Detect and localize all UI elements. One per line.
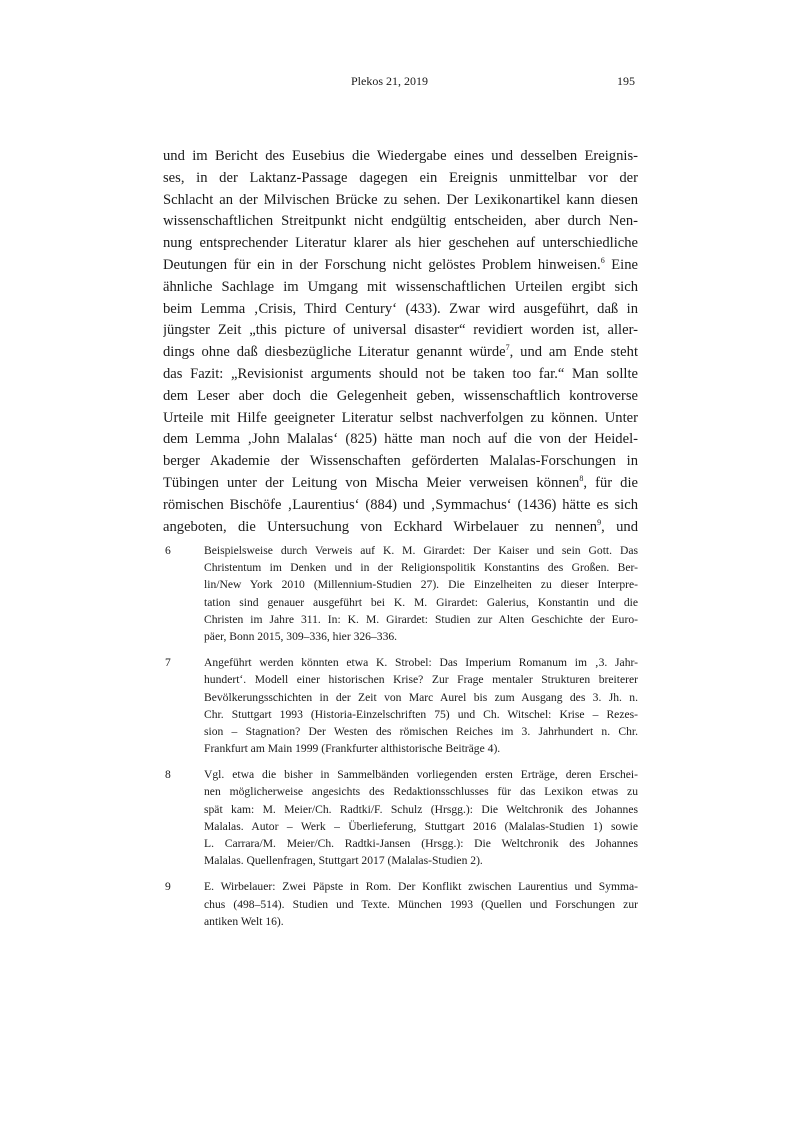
footnote-line: Christen im Jahre 311. In: K. M. Girardet: Studien zur Alten Geschichte der Euro- [204, 612, 638, 626]
text-line [163, 364, 638, 386]
footnote-line: Frankfurt am Main 1999 (Frankfurter althistorische Beiträge 4). [204, 742, 501, 756]
footnote-line: Christentum im Denken und in der Religionspolitik Konstantins des Großen. Ber- [204, 561, 638, 575]
footnote-line: tation sind genauer ausgeführt bei K. M. Girardet: Galerius, Konstantin und die [204, 595, 638, 609]
text-line [163, 299, 638, 321]
footnote-line: Angeführt werden könnten etwa K. Strobel: Das Imperium Romanum im ‚3. Jahr- [204, 656, 638, 670]
text-line [163, 190, 638, 212]
text-segment: jüngster Zeit „this picture of universal disaster“ revidiert worden ist, aller- [163, 322, 638, 339]
footnote-marker[interactable]: 7 [505, 343, 510, 353]
text-line [163, 495, 638, 517]
footnote-line: Vgl. etwa die bisher in Sammelbänden vorliegenden ersten Erträge, deren Erschei- [204, 768, 638, 782]
footnote-line: Chr. Stuttgart 1993 (Historia-Einzelschriften 75) und Ch. Witschel: Krise – Rezes- [204, 707, 638, 721]
footnote-line: Malalas. Quellenfragen, Stuttgart 2017 (Malalas-Studien 2). [204, 854, 483, 868]
footnote-number: 8 [165, 768, 171, 782]
page-number: 195 [617, 74, 635, 88]
footnote [165, 878, 638, 930]
text-segment: , für die [583, 474, 638, 491]
text-segment: Schlacht an der Milvischen Brücke zu sehen. Der Lexikonartikel kann diesen [163, 191, 638, 208]
footnote-line: chus (498–514). Studien und Texte. München 1993 (Quellen und Forschungen zur [204, 897, 638, 911]
text-line [163, 320, 638, 342]
text-line [163, 429, 638, 451]
footnote [165, 654, 638, 757]
text-line [163, 386, 638, 408]
text-line [163, 342, 638, 364]
page-header [0, 74, 799, 94]
footnote-number: 7 [165, 656, 171, 670]
footnote-line: hundert‘. Modell einer historischen Krise? Zur Frage mentaler Strukturen breiterer [204, 673, 638, 687]
main-text [163, 146, 638, 538]
footnote-line: antiken Welt 16). [204, 914, 284, 928]
footnote-marker[interactable]: 9 [597, 517, 602, 527]
text-segment: Urteile mit Hilfe geeigneter Literatur selbst nachverfolgen zu können. Unter [163, 409, 638, 426]
text-line [163, 473, 638, 495]
footnote-line: L. Carrara/M. Meier/Ch. Radtki-Jansen (Hrsgg.): Die Weltchronik des Johannes [204, 837, 638, 850]
text-segment: beim Lemma ‚Crisis, Third Century‘ (433). Zwar wird ausgeführt, daß in [163, 300, 638, 317]
footnote-line: päer, Bonn 2015, 309–336, hier 326–336. [204, 629, 398, 643]
text-line [163, 277, 638, 299]
footnote-line: Malalas. Autor – Werk – Überlieferung, Stuttgart 2016 (Malalas-Studien 1) sowie [204, 819, 638, 833]
footnote-line: lin/New York 2010 (Millennium-Studien 27). Die Einzelheiten zu dieser Interpre- [204, 578, 638, 592]
footnote-line: Bevölkerungsschichten in der Zeit von Marc Aurel bis zum Ausgang des 3. Jh. n. [204, 690, 638, 704]
text-line [163, 408, 638, 430]
text-segment: Eine [604, 256, 638, 273]
text-segment: Deutungen für ein in der Forschung nicht gelöstes Problem hinweisen. [163, 256, 601, 273]
text-segment: ses, in der Laktanz-Passage dagegen ein Ereignis unmittelbar vor der [163, 169, 638, 186]
text-segment: berger Akademie der Wissenschaften geförderten Malalas-Forschungen in [163, 453, 638, 470]
footnote-number: 6 [165, 544, 171, 557]
text-segment: , und [601, 518, 638, 535]
text-segment: Tübingen unter der Leitung von Mischa Meier verweisen können [163, 474, 580, 491]
text-segment: und im Bericht des Eusebius die Wiedergabe eines und desselben Ereignis- [163, 148, 638, 164]
text-segment: wissenschaftlichen Streitpunkt nicht endgültig entscheiden, aber durch Nen- [163, 213, 638, 230]
text-line [163, 146, 638, 168]
text-line [163, 451, 638, 473]
footnote-number: 9 [165, 880, 171, 894]
text-segment: dem Leser aber doch die Gelegenheit geben, wissenschaftlich kontroverse [163, 387, 638, 404]
text-line [163, 233, 638, 255]
footnote-marker[interactable]: 6 [600, 255, 605, 265]
footnote-line: Beispielsweise durch Verweis auf K. M. Girardet: Der Kaiser und sein Gott. Das [204, 544, 638, 557]
text-line [163, 255, 638, 277]
footnote [165, 766, 638, 869]
footnote-line: nen möglicherweise angesichts des Redaktionsschlusses für das Lexikon etwas zu [204, 785, 638, 799]
footnote-line: sion – Stagnation? Der Westen des römischen Reiches im 3. Jahrhundert n. Chr. [204, 724, 638, 738]
text-line [163, 517, 638, 539]
text-segment: angeboten, die Untersuchung von Eckhard Wirbelauer zu nennen [163, 518, 598, 535]
text-line [163, 168, 638, 190]
text-segment: nung entsprechender Literatur klarer als hier geschehen auf unterschiedliche [163, 235, 638, 252]
footnotes [165, 542, 638, 939]
text-segment: ähnliche Sachlage im Umgang mit wissenschaftlichen Urteilen ergibt sich [163, 278, 638, 295]
footnote [165, 542, 638, 645]
text-segment: , und am Ende steht [509, 344, 638, 361]
text-line [163, 211, 638, 233]
running-title: Plekos 21, 2019 [351, 74, 429, 88]
text-segment: das Fazit: „Revisionist arguments should not be taken too far.“ Man sollte [163, 365, 638, 382]
text-segment: dings ohne daß diesbezügliche Literatur genannt würde [163, 344, 506, 361]
text-segment: dem Lemma ‚John Malalas‘ (825) hätte man noch auf die von der Heidel- [163, 431, 638, 448]
footnote-line: spät kam: M. Meier/Ch. Radtki/F. Schulz (Hrsgg.): Die Weltchronik des Johannes [204, 802, 638, 816]
footnote-line: E. Wirbelauer: Zwei Päpste in Rom. Der Konflikt zwischen Laurentius und Symma- [204, 880, 638, 894]
text-segment: römischen Bischöfe ‚Laurentius‘ (884) und ‚Symmachus‘ (1436) hätte es sich [163, 496, 638, 513]
footnote-marker[interactable]: 8 [579, 473, 584, 483]
